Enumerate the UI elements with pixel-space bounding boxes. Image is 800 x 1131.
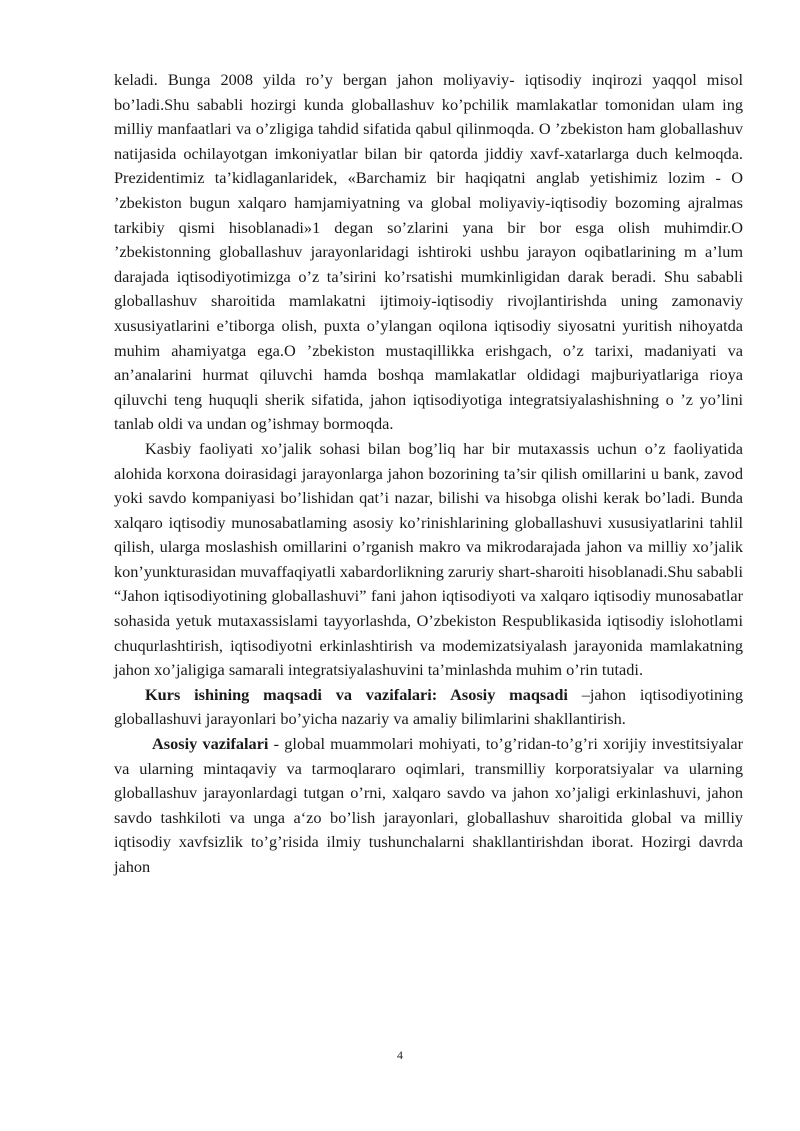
course-goal-text: –jahon iqtisodiyotining globallashuvi jarayonlari bo’yicha nazariy va amaliy bilimlarini shakllantirish. — [114, 684, 743, 729]
paragraph-course-goal — [114, 683, 743, 732]
paragraph-professional-activity: Kasbiy faoliyati xo’jalik sohasi bilan bog’liq har bir mutaxassis uchun o’z faoliyatida alohida korxona doirasidagi jarayonlarga jahon bozorining ta’sir qilish omillarini u bank, zavod yoki savdo kompaniyasi bo’lishidan qat’i nazar, bilishi va hisobga olishi kerak bo’ladi. Bunda xalqaro iqtisodiy munosabatlaming asosiy ko’rinishlarining globallashuvi xususiyatlarini tahlil qilish, ularga moslashish omillarini o’rganish makro va mikrodarajada jahon va milliy xo’jalik kon’yunkturasidan muvaffaqiyatli xabardorlikning zaruriy shart-sharoiti hisoblanadi.Shu sababli “Jahon iqtisodiyotining globallashuvi” fani jahon iqtisodiyoti va xalqaro iqtisodiy munosabatlar sohasida yetuk mutaxassislami tayyorlashda, O’zbekiston Respublikasida iqtisodiy islohotlami chuqurlashtirish, iqtisodiyotni erkinlashtirish va modemizatsiyalash jarayonida mamlakatning jahon xo’jaligiga samarali integratsiyalashuvini ta’minlashda muhim o’rin tutadi. — [114, 438, 743, 680]
main-tasks-text: - global muammolari mohiyati, to’g’ridan-to’g’ri xorijiy investitsiyalar va ularning mintaqaviy va tarmoqlararo oqimlari, transmilliy korporatsiyalar va ularning globallashuv jarayonlardagi tutgan o’rni, xalqaro savdo va jahon xo’jaligi erkinlashuvi, jahon savdo tashkiloti va unga a‘zo bo’lish jarayonlari, globallashuv sharoitida global va milliy iqtisodiy xavfsizlik to’g’risida ilmiy tushunchalarni shakllantirishdan iborat. Hozirgi davrda jahon — [114, 734, 744, 876]
main-tasks-heading: Asosiy vazifalari — [152, 734, 269, 754]
course-goal-heading: Kurs ishining maqsadi va vazifalari: Asosiy maqsadi — [145, 684, 568, 704]
paragraph-globalization-risks: keladi. Bunga 2008 yilda ro’y bergan jahon moliyaviy- iqtisodiy inqirozi yaqqol misol bo’ladi.Shu sababli hozirgi kunda globallashuv ko’pchilik mamlakatlar tomonidan ulam ing milliy manfaatlari va o’zligiga tahdid sifatida qabul qilinmoqda. O ’zbekiston ham globallashuv natijasida ochilayotgan imkoniyatlar bilan bir qatorda jiddiy xavf-xatarlarga duch kelmoqda. Prezidentimiz ta’kidlaganlaridek, «Barchamiz bir haqiqatni anglab yetishimiz lozim - O ’zbekiston bugun xalqaro hamjamiyatning va global moliyaviy-iqtisodiy bozoming ajralmas tarkibiy qismi hisoblanadi»1 degan so’zlarini yana bir bor esga olish muhimdir.O ’zbekistonning globallashuv jarayonlaridagi ishtiroki ushbu jarayon oqibatlarining m a’lum darajada iqtisodiyotimizga o’z ta’sirini ko’rsatishi mumkinligidan darak beradi. Shu sababli globallashuv sharoitida mamlakatni ijtimoiy-iqtisodiy rivojlantirishda uning zamonaviy xususiyatlarini e’tiborga olish, puxta o’ylangan oqilona iqtisodiy siyosatni yuritish nihoyatda muhim ahamiyatga ega.O ’zbekiston mustaqillikka erishgach, o’z tarixi, madaniyati va an’analarini hurmat qiluvchi hamda boshqa mamlakatlar oldidagi majburiyatlariga rioya qiluvchi teng huquqli sherik sifatida, jahon iqtisodiyotiga integratsiyalashishning o ’z yo’lini tanlab oldi va undan og’ishmay bormoqda. — [114, 70, 743, 434]
paragraph-main-tasks — [114, 732, 743, 880]
page-number: 4 — [397, 1048, 403, 1062]
document-page — [114, 68, 743, 880]
